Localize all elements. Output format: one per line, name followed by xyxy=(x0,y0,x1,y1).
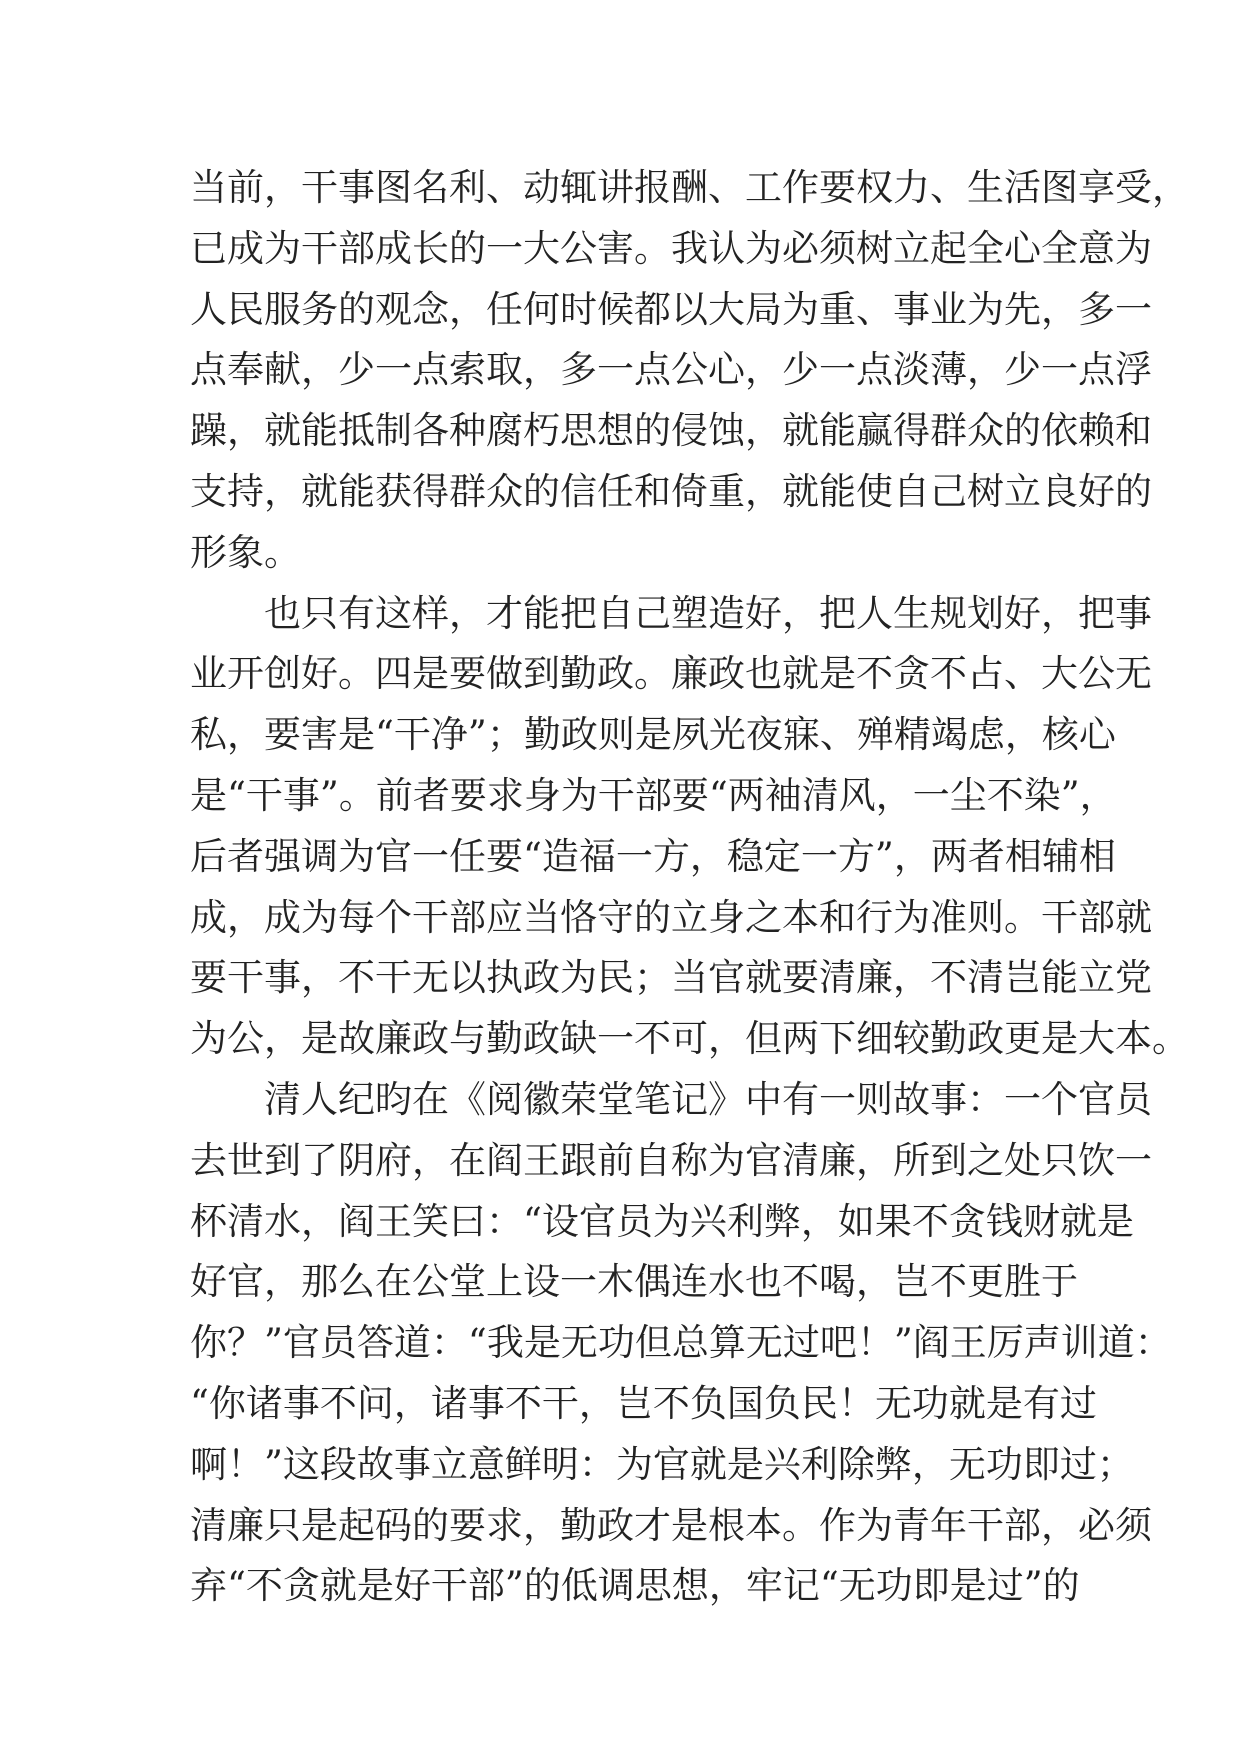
text-line: 私，要害是“干净”；勤政则是夙光夜寐、殚精竭虑，核心 xyxy=(190,713,1116,757)
text-line: 弃“不贪就是好干部”的低调思想，牢记“无功即是过”的 xyxy=(190,1564,1080,1608)
text-line: 支持，就能获得群众的信任和倚重，就能使自己树立良好的 xyxy=(190,469,1152,513)
text-line: 为公，是故廉政与勤政缺一不可，但两下细较勤政更是大本。 xyxy=(190,1017,1189,1061)
text-line: 当前，干事图名利、动辄讲报酬、工作要权力、生活图享受， xyxy=(190,166,1189,209)
text-line: 好官，那么在公堂上设一木偶连水也不喝，岂不更胜于 xyxy=(190,1260,1078,1304)
text-line: 已成为干部成长的一大公害。我认为必须树立起全心全意为 xyxy=(190,226,1152,270)
text-line: 去世到了阴府，在阎王跟前自称为官清廉，所到之处只饮一 xyxy=(190,1138,1152,1182)
text-line: 你？”官员答道：“我是无功但总算无过吧！”阎王厉声训道： xyxy=(190,1321,1172,1365)
text-line: 形象。 xyxy=(190,530,301,574)
text-line: 清人纪昀在《阅徽荣堂笔记》中有一则故事：一个官员 xyxy=(264,1077,1152,1121)
text-line: 业开创好。四是要做到勤政。廉政也就是不贪不占、大公无 xyxy=(190,652,1152,696)
text-line: 成，成为每个干部应当恪守的立身之本和行为准则。干部就 xyxy=(190,895,1152,939)
text-line: 也只有这样，才能把自己塑造好，把人生规划好，把事 xyxy=(264,591,1152,635)
text-line: 点奉献，少一点索取，多一点公心，少一点淡薄，少一点浮 xyxy=(190,348,1152,392)
text-line: “你诸事不问，诸事不干，岂不负国负民！无功就是有过 xyxy=(190,1381,1097,1425)
text-line: 要干事，不干无以执政为民；当官就要清廉，不清岂能立党 xyxy=(190,956,1152,1000)
text-line: 清廉只是起码的要求，勤政才是根本。作为青年干部，必须 xyxy=(190,1503,1152,1547)
text-line: 杯清水，阎王笑曰：“设官员为兴利弊，如果不贪钱财就是 xyxy=(190,1199,1134,1243)
text-line: 啊！”这段故事立意鲜明：为官就是兴利除弊，无功即过； xyxy=(190,1442,1134,1486)
document-body xyxy=(190,158,1189,1617)
text-line: 躁，就能抵制各种腐朽思想的侵蚀，就能赢得群众的依赖和 xyxy=(190,409,1152,453)
text-line: 人民服务的观念，任何时候都以大局为重、事业为先，多一 xyxy=(190,287,1152,331)
text-line: 后者强调为官一任要“造福一方，稳定一方”，两者相辅相 xyxy=(190,834,1116,878)
text-line: 是“干事”。前者要求身为干部要“两袖清风，一尘不染”， xyxy=(190,773,1117,817)
